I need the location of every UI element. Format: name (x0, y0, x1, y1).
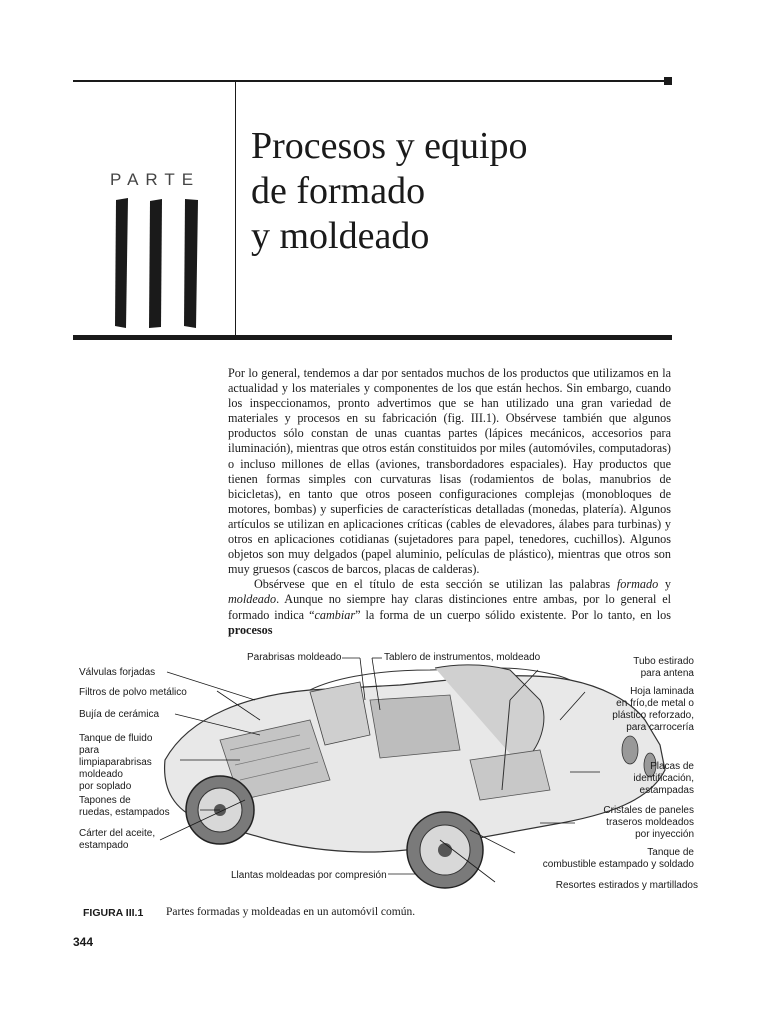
label-carter: Cárter del aceite, estampado (79, 828, 156, 851)
label-llantas: Llantas moldeadas por compresión (231, 870, 387, 881)
title-line-2: de formado (251, 170, 426, 212)
top-rule (73, 80, 667, 82)
label-tanque-combustible: Tanque de combustible estampado y soldado (542, 847, 694, 870)
figure-caption-label: FIGURA III.1 (83, 907, 144, 919)
bottom-rule (73, 335, 672, 340)
label-bujia: Bujía de cerámica (79, 709, 160, 720)
paragraph-1: Por lo general, tendemos a dar por sentados muchos de los productos que utilizamos en la actualidad y los materiales y componentes de los que están hechos. Sin embargo, cuando los inspeccionamos, pronto advertimos que se han utilizado una gran variedad de materiales y procesos en su fabricación (fig. III.1). Obsérvese también que algunos productos sólo constan de unas cuantas partes (lápices mecánicos, accesorios para iluminación), mientras que otros están constituidos por miles (automóviles, computadoras) o incluso millones de ellas (aviones, transbordadores espaciales). Hay productos que tienen formas simples con curvaturas lisas (rodamientos de bolas, manubrios de bicicletas), en tanto que otros poseen configuraciones complejas (monobloques de motores, bombas) y superficies de características detalladas (monedas, platería). Algunos artículos se utilizan en aplicaciones críticas (cables de elevadores, álabes para turbinas) y otros en aplicaciones cotidianas (sujetadores para papel, tenedores, cuchillos). Algunos objetos son muy delgados (papel aluminio, películas de plástico), mientras que otros son muy gruesos (cascos de barcos, placas de calderas). (228, 366, 671, 577)
label-valvulas: Válvulas forjadas (79, 667, 156, 678)
page-number: 344 (73, 935, 94, 949)
label-parabrisas: Parabrisas moldeado (247, 652, 342, 663)
title-line-1: Procesos y equipo (251, 125, 528, 167)
label-resortes: Resortes estirados y martillados (555, 880, 698, 891)
title-line-3: y moldeado (251, 215, 430, 257)
label-tanque-fluido: Tanque de fluido para limpiaparabrisas moldeado por soplado (79, 733, 153, 792)
paragraph-2: Obsérvese que en el título de esta sección se utilizan las palabras formado y moldeado. Aunque no siempre hay claras distinciones entre ambas, por lo general el formado indica “cambiar” la forma de un cuerpo sólido existente. Por lo tanto, en los procesos (228, 577, 672, 637)
vertical-rule (235, 82, 236, 337)
label-placas: Placas de identificación, estampadas (633, 761, 694, 796)
part-numeral (112, 198, 208, 328)
figure-caption-text: Partes formadas y moldeadas en un automóvil común. (166, 906, 416, 918)
label-filtros: Filtros de polvo metálico (79, 687, 187, 698)
part-title (251, 124, 661, 259)
car-figure (70, 640, 700, 902)
body-text (228, 366, 671, 638)
label-tablero: Tablero de instrumentos, moldeado (384, 652, 541, 663)
label-hoja: Hoja laminada en frío,de metal o plástico reforzado, para carrocería (612, 686, 694, 733)
part-label: PARTE (110, 170, 201, 189)
label-tapones: Tapones de ruedas, estampados (79, 795, 170, 818)
top-rule-square (664, 77, 672, 85)
label-tubo: Tubo estirado para antena (633, 656, 694, 679)
label-cristales: Cristales de paneles traseros moldeados por inyección (603, 805, 694, 840)
